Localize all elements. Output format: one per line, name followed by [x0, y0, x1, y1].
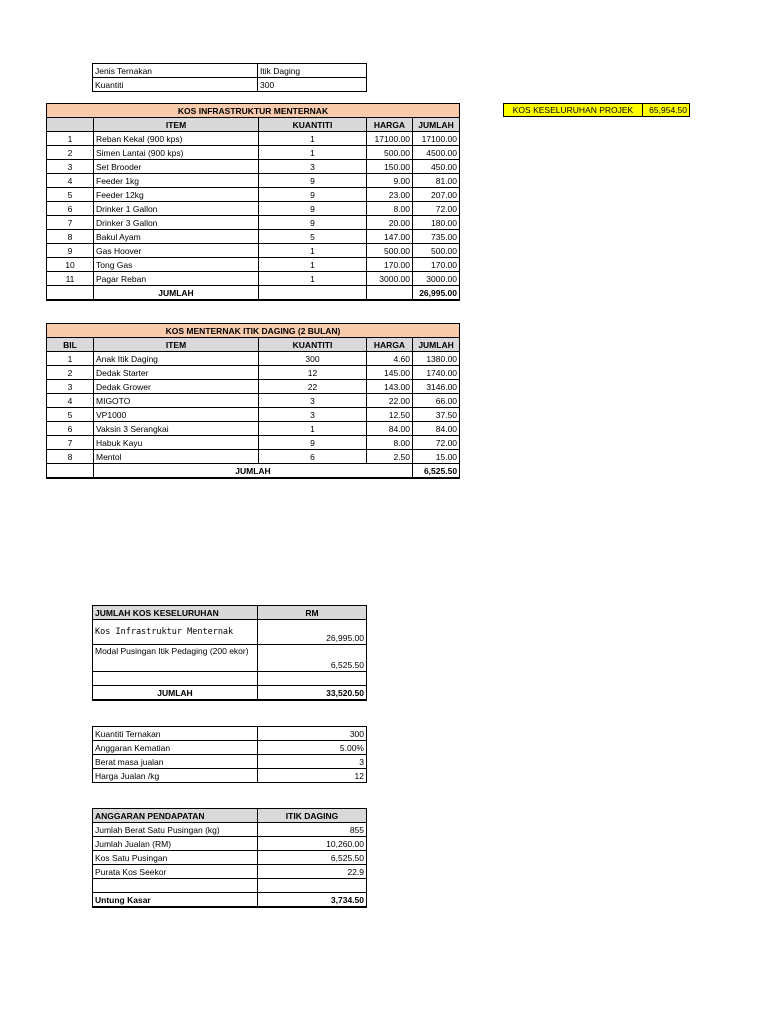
table-row [47, 230, 460, 244]
row-label: Jumlah Jualan (RM) [93, 837, 258, 851]
row-label: Kuantiti Ternakan [93, 727, 258, 741]
income-table [92, 808, 367, 908]
row-value: 6,525.50 [258, 851, 367, 865]
row-price: 12.50 [367, 408, 413, 422]
row-number: 8 [47, 230, 94, 244]
row-price: 8.00 [367, 436, 413, 450]
table-row [47, 132, 460, 146]
row-price: 143.00 [367, 380, 413, 394]
row-value: 12 [258, 769, 367, 783]
row-number: 4 [47, 394, 94, 408]
table-row [93, 865, 367, 879]
row-item: Pagar Reban [94, 272, 259, 286]
row-quantity: 9 [259, 188, 367, 202]
income-header-label: ANGGARAN PENDAPATAN [93, 809, 258, 823]
operating-cost-table [46, 323, 460, 479]
table-row [47, 394, 460, 408]
table-row [47, 216, 460, 230]
summary-row-value: 6,525.50 [258, 645, 367, 672]
table-row [47, 160, 460, 174]
empty-cell [258, 672, 367, 686]
row-label: Kos Satu Pusingan [93, 851, 258, 865]
table-row [93, 755, 367, 769]
row-quantity: 1 [259, 272, 367, 286]
operating-total-label: JUMLAH [94, 464, 413, 479]
row-value: 10,260.00 [258, 837, 367, 851]
table-row [47, 244, 460, 258]
table-row [47, 436, 460, 450]
row-item: Habuk Kayu [94, 436, 259, 450]
operating-total-value: 6,525.50 [413, 464, 460, 479]
row-number: 1 [47, 352, 94, 366]
summary-total-label: JUMLAH [93, 686, 258, 701]
col-header-item: ITEM [94, 338, 259, 352]
row-quantity: 1 [259, 258, 367, 272]
table-row [47, 450, 460, 464]
row-total: 207.00 [413, 188, 460, 202]
table-row [93, 769, 367, 783]
table-row [47, 202, 460, 216]
row-number: 7 [47, 436, 94, 450]
row-item: Bakul Ayam [94, 230, 259, 244]
assumptions-table [92, 726, 367, 783]
col-header-bil [47, 118, 94, 132]
row-quantity: 9 [259, 436, 367, 450]
row-number: 6 [47, 422, 94, 436]
table-row [47, 380, 460, 394]
table-row [93, 823, 367, 837]
row-quantity: 22 [259, 380, 367, 394]
row-number: 1 [47, 132, 94, 146]
table-row [47, 272, 460, 286]
row-price: 145.00 [367, 366, 413, 380]
row-price: 4.60 [367, 352, 413, 366]
summary-table [92, 605, 367, 701]
row-price: 500.00 [367, 244, 413, 258]
row-total: 1740.00 [413, 366, 460, 380]
row-value: 5.00% [258, 741, 367, 755]
row-price: 23.00 [367, 188, 413, 202]
col-header-price: HARGA [367, 118, 413, 132]
row-number: 2 [47, 146, 94, 160]
row-quantity: 300 [259, 352, 367, 366]
table-row [93, 851, 367, 865]
infra-rows [47, 132, 460, 286]
table-row [47, 352, 460, 366]
table-row [93, 741, 367, 755]
empty-cell [47, 286, 94, 301]
row-number: 11 [47, 272, 94, 286]
row-label: Berat masa jualan [93, 755, 258, 769]
table-row [47, 422, 460, 436]
info-value: 300 [258, 78, 367, 92]
row-quantity: 1 [259, 422, 367, 436]
row-total: 66.00 [413, 394, 460, 408]
info-label: Kuantiti [93, 78, 258, 92]
col-header-total: JUMLAH [413, 118, 460, 132]
row-total: 81.00 [413, 174, 460, 188]
row-quantity: 12 [259, 366, 367, 380]
col-header-qty: KUANTITI [259, 118, 367, 132]
table-row [47, 258, 460, 272]
row-label: Purata Kos Seekor [93, 865, 258, 879]
row-price: 17100.00 [367, 132, 413, 146]
row-total: 15.00 [413, 450, 460, 464]
empty-cell [93, 879, 258, 893]
summary-total-value: 33,520.50 [258, 686, 367, 701]
profit-value: 3,734.50 [258, 893, 367, 908]
col-header-total: JUMLAH [413, 338, 460, 352]
table-row [93, 727, 367, 741]
row-price: 84.00 [367, 422, 413, 436]
empty-cell [93, 672, 258, 686]
row-total: 450.00 [413, 160, 460, 174]
col-header-item: ITEM [94, 118, 259, 132]
row-price: 500.00 [367, 146, 413, 160]
table-row [47, 188, 460, 202]
table-row [47, 146, 460, 160]
row-item: VP1000 [94, 408, 259, 422]
row-quantity: 5 [259, 230, 367, 244]
infra-title: KOS INFRASTRUKTUR MENTERNAK [47, 104, 460, 118]
income-rows [93, 823, 367, 879]
row-item: Drinker 1 Gallon [94, 202, 259, 216]
infra-total-value: 26,995.00 [413, 286, 460, 301]
row-total: 4500.00 [413, 146, 460, 160]
infra-total-label: JUMLAH [94, 286, 259, 301]
profit-label: Untung Kasar [93, 893, 258, 908]
row-price: 150.00 [367, 160, 413, 174]
summary-header-unit: RM [258, 606, 367, 620]
operating-rows [47, 352, 460, 464]
row-price: 170.00 [367, 258, 413, 272]
row-item: Tong Gas [94, 258, 259, 272]
empty-cell [258, 879, 367, 893]
row-number: 5 [47, 408, 94, 422]
row-price: 3000.00 [367, 272, 413, 286]
row-label: Harga Jualan /kg [93, 769, 258, 783]
row-item: Vaksin 3 Serangkai [94, 422, 259, 436]
table-row [93, 837, 367, 851]
col-header-price: HARGA [367, 338, 413, 352]
project-total-value: 65,954.50 [643, 104, 690, 117]
row-number: 5 [47, 188, 94, 202]
summary-row-label: Modal Pusingan Itik Pedaging (200 ekor) [93, 645, 258, 672]
table-row [47, 408, 460, 422]
table-row [47, 174, 460, 188]
row-item: Simen Lantai (900 kps) [94, 146, 259, 160]
row-quantity: 9 [259, 202, 367, 216]
row-item: Mentol [94, 450, 259, 464]
row-quantity: 1 [259, 132, 367, 146]
row-total: 3146.00 [413, 380, 460, 394]
table-row [93, 78, 367, 92]
summary-header-label: JUMLAH KOS KESELURUHAN [93, 606, 258, 620]
row-item: Anak Itik Daging [94, 352, 259, 366]
row-number: 7 [47, 216, 94, 230]
table-row [47, 366, 460, 380]
row-quantity: 6 [259, 450, 367, 464]
row-item: Dedak Starter [94, 366, 259, 380]
infra-cost-table [46, 103, 460, 301]
row-item: MIGOTO [94, 394, 259, 408]
row-number: 3 [47, 160, 94, 174]
row-price: 22.00 [367, 394, 413, 408]
row-number: 3 [47, 380, 94, 394]
row-quantity: 9 [259, 216, 367, 230]
row-value: 300 [258, 727, 367, 741]
table-row [93, 64, 367, 78]
empty-cell [259, 286, 367, 301]
col-header-bil: BIL [47, 338, 94, 352]
income-header-col: ITIK DAGING [258, 809, 367, 823]
row-number: 4 [47, 174, 94, 188]
row-total: 180.00 [413, 216, 460, 230]
row-item: Feeder 12kg [94, 188, 259, 202]
row-label: Anggaran Kematian [93, 741, 258, 755]
row-number: 8 [47, 450, 94, 464]
row-value: 3 [258, 755, 367, 769]
operating-title: KOS MENTERNAK ITIK DAGING (2 BULAN) [47, 324, 460, 338]
row-value: 22.9 [258, 865, 367, 879]
row-total: 1380.00 [413, 352, 460, 366]
row-total: 37.50 [413, 408, 460, 422]
row-price: 8.00 [367, 202, 413, 216]
row-total: 72.00 [413, 436, 460, 450]
row-price: 2.50 [367, 450, 413, 464]
row-total: 735.00 [413, 230, 460, 244]
row-item: Gas Hoover [94, 244, 259, 258]
row-item: Reban Kekal (900 kps) [94, 132, 259, 146]
row-number: 6 [47, 202, 94, 216]
row-value: 855 [258, 823, 367, 837]
info-label: Jenis Ternakan [93, 64, 258, 78]
row-label: Jumlah Berat Satu Pusingan (kg) [93, 823, 258, 837]
row-total: 84.00 [413, 422, 460, 436]
summary-row-label: Kos Infrastruktur Menternak [93, 620, 258, 645]
row-number: 9 [47, 244, 94, 258]
row-price: 20.00 [367, 216, 413, 230]
row-total: 72.00 [413, 202, 460, 216]
empty-cell [47, 464, 94, 479]
row-quantity: 3 [259, 160, 367, 174]
col-header-qty: KUANTITI [259, 338, 367, 352]
row-price: 147.00 [367, 230, 413, 244]
summary-row-value: 26,995.00 [258, 620, 367, 645]
row-total: 17100.00 [413, 132, 460, 146]
header-info-table [92, 63, 367, 92]
row-quantity: 9 [259, 174, 367, 188]
row-item: Drinker 3 Gallon [94, 216, 259, 230]
empty-cell [367, 286, 413, 301]
project-total-label: KOS KESELURUHAN PROJEK [504, 104, 643, 117]
row-quantity: 3 [259, 408, 367, 422]
assumption-rows [93, 727, 367, 783]
row-item: Feeder 1kg [94, 174, 259, 188]
row-total: 3000.00 [413, 272, 460, 286]
row-total: 170.00 [413, 258, 460, 272]
info-value: Itik Daging [258, 64, 367, 78]
row-item: Dedak Grower [94, 380, 259, 394]
row-item: Set Brooder [94, 160, 259, 174]
row-total: 500.00 [413, 244, 460, 258]
row-number: 2 [47, 366, 94, 380]
row-price: 9.00 [367, 174, 413, 188]
row-number: 10 [47, 258, 94, 272]
row-quantity: 3 [259, 394, 367, 408]
project-total-box [503, 103, 690, 117]
row-quantity: 1 [259, 244, 367, 258]
row-quantity: 1 [259, 146, 367, 160]
